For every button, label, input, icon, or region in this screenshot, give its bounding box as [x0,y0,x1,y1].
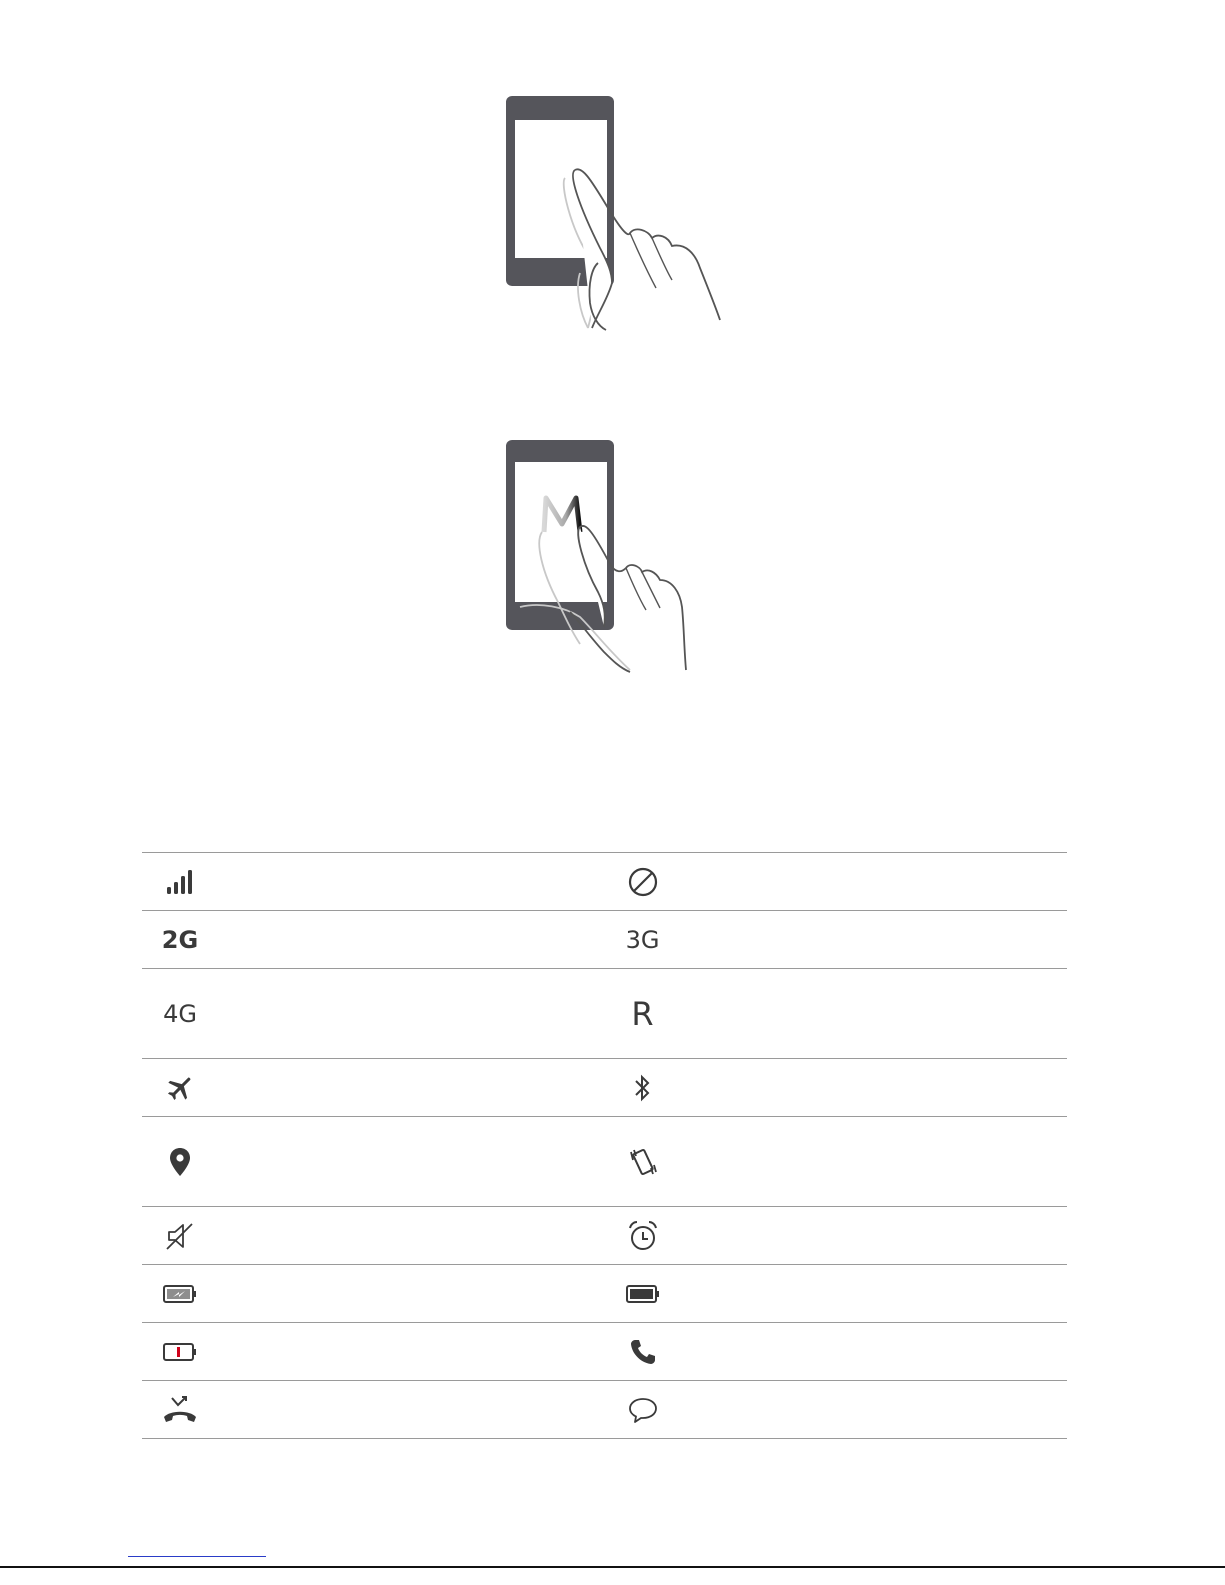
table-row [142,1265,1067,1323]
table-row [142,1117,1067,1207]
airplane-mode-icon [162,1072,198,1104]
silent-mode-icon [162,1220,198,1252]
network-4g-icon [162,998,198,1030]
vibrate-mode-icon [625,1146,661,1178]
draw-letter-illustration [480,432,750,677]
knuckle-tap-illustration [480,88,750,333]
network-2g-icon [162,924,198,956]
table-row [142,969,1067,1059]
new-message-icon [625,1394,661,1426]
table-row [142,1059,1067,1117]
battery-low-icon [162,1336,198,1368]
status-icons-table [142,852,1067,1439]
network-3g-label: 3G [625,925,660,954]
bluetooth-icon [625,1072,661,1104]
call-in-progress-icon [625,1336,661,1368]
table-row [142,1207,1067,1265]
footer-divider [0,1566,1225,1568]
network-4g-label: 4G [163,999,197,1028]
battery-full-icon [625,1278,661,1310]
roaming-icon [625,994,661,1033]
network-2g-label: 2G [161,925,199,954]
location-pin-icon [162,1146,198,1178]
battery-charging-icon [162,1278,198,1310]
phone-double-knuckle-tap-illustration [480,88,750,333]
roaming-label: R [631,994,654,1033]
missed-call-icon [162,1394,198,1426]
table-row [142,1381,1067,1439]
alarm-clock-icon [625,1220,661,1252]
network-3g-icon [625,924,661,956]
table-row [142,853,1067,911]
no-signal-icon [625,866,661,898]
phone-draw-letter-illustration [480,432,750,677]
signal-strength-icon [162,866,198,898]
footer-link-underline[interactable] [128,1556,266,1557]
table-row [142,1323,1067,1381]
table-row [142,911,1067,969]
